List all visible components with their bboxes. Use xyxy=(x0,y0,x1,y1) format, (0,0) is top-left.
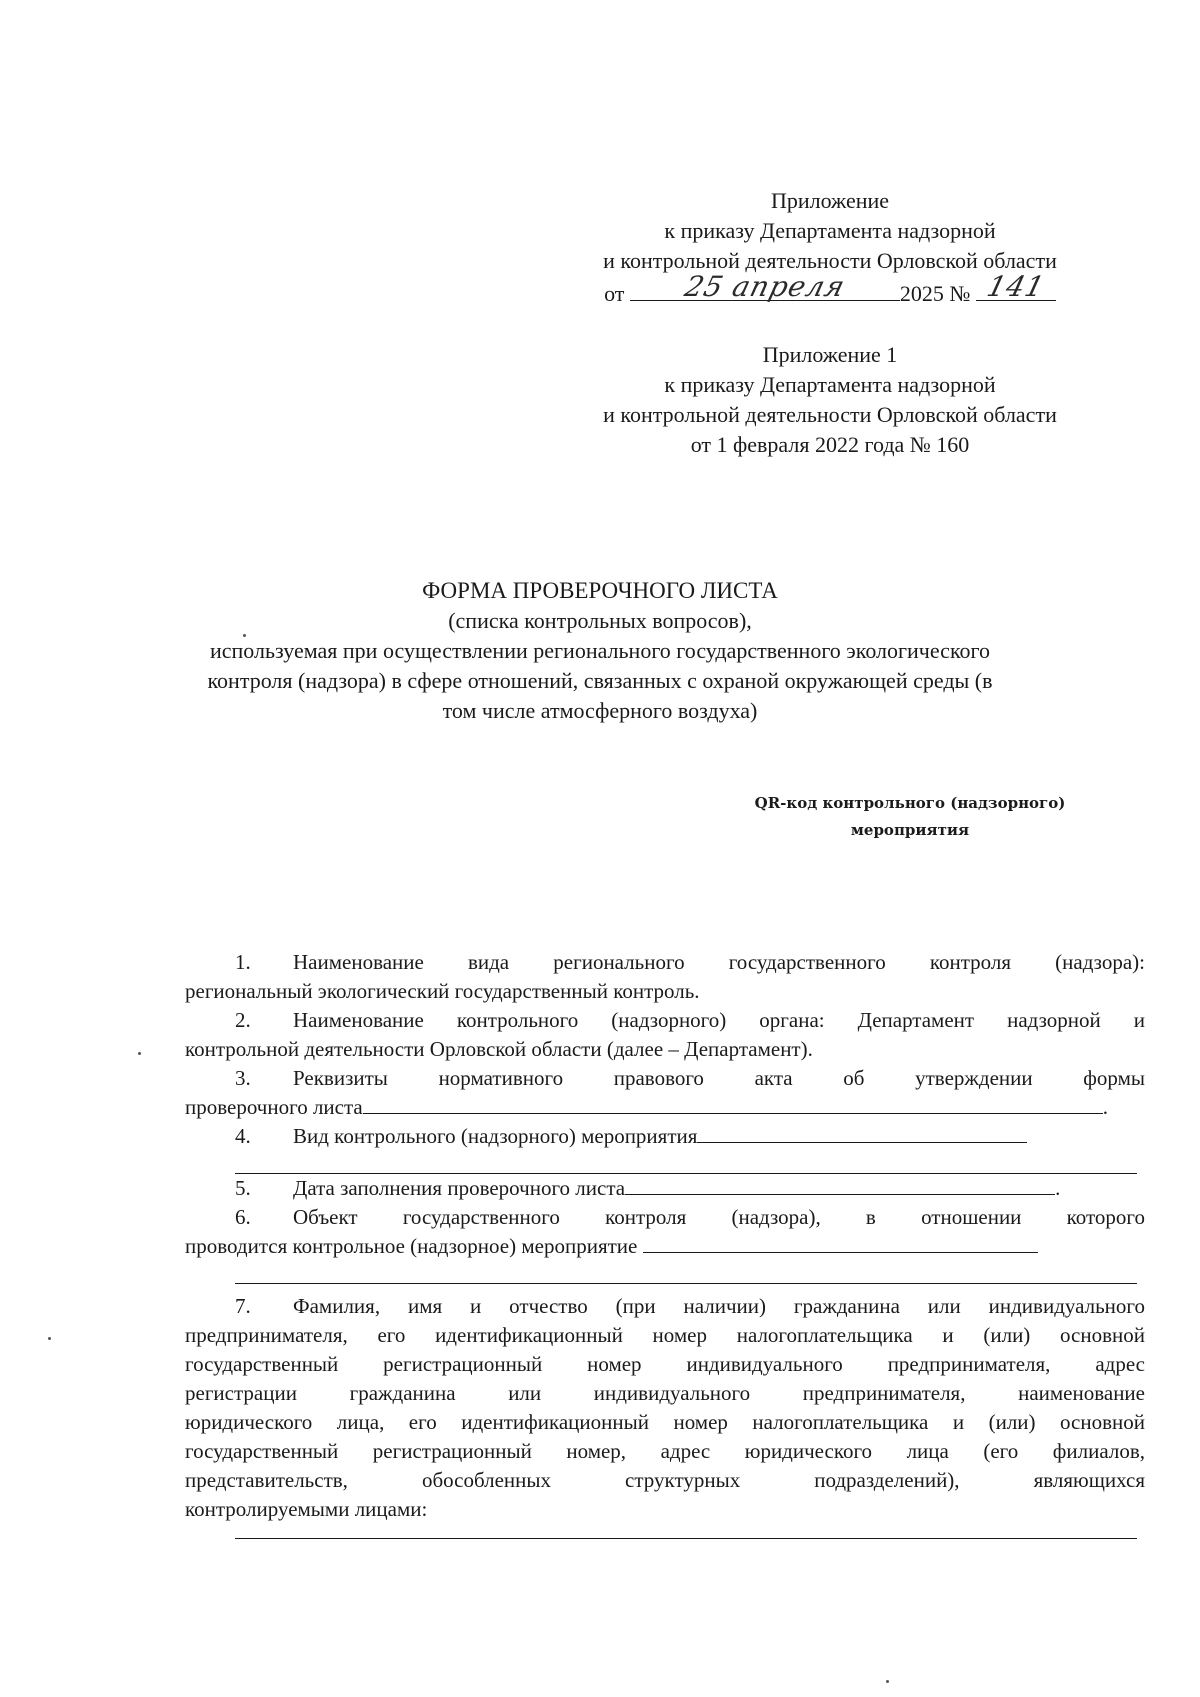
appendix-title: Приложение 1 xyxy=(762,342,898,367)
blank-line xyxy=(235,1524,1137,1539)
item-6-cont xyxy=(185,1232,1145,1261)
item-text: представительств, обособленных структурных подразделений), являющихся xyxy=(185,1468,1145,1492)
blank-line xyxy=(235,1261,1137,1284)
item-text: контрольной деятельности Орловской области (далее – Департамент). xyxy=(185,1037,813,1061)
item-4 xyxy=(185,1122,1145,1151)
item-number: 3. xyxy=(235,1066,251,1090)
appendix-title: Приложение xyxy=(770,188,890,213)
item-text: проводится контрольное (надзорное) мероприятие xyxy=(185,1234,638,1258)
item-text: контролируемыми лицами: xyxy=(185,1497,428,1521)
appendix-header xyxy=(545,186,1115,309)
form-title-heading: ФОРМА ПРОВЕРОЧНОГО ЛИСТА xyxy=(422,578,778,603)
qr-caption-line: QR-код контрольного (надзорного) xyxy=(754,794,1066,812)
appendix-line: к приказу Департамента надзорной xyxy=(664,372,996,397)
item-7-cont xyxy=(185,1379,1145,1408)
item-7-cont xyxy=(185,1437,1145,1466)
item-7 xyxy=(185,1292,1145,1321)
blank-line xyxy=(697,1124,1027,1143)
item-number: 4. xyxy=(235,1124,251,1148)
form-items xyxy=(185,948,1145,1539)
qr-caption-line: мероприятия xyxy=(850,821,970,839)
item-2-cont xyxy=(185,1035,1145,1064)
item-text: Наименование контрольного (надзорного) органа: Департамент надзорной и xyxy=(293,1008,1145,1032)
item-number: 7. xyxy=(235,1294,251,1318)
item-text: Реквизиты нормативного правового акта об утверждении формы xyxy=(293,1066,1145,1090)
order-date-line xyxy=(545,270,1115,309)
item-text: государственный регистрационный номер, адрес юридического лица (его филиалов, xyxy=(185,1439,1145,1463)
blank-line xyxy=(363,1095,1103,1114)
handwritten-number: 141 xyxy=(983,270,1049,303)
period: . xyxy=(1102,1095,1108,1119)
item-7-cont xyxy=(185,1466,1145,1495)
item-text: юридического лица, его идентификационный номер налогоплательщика и (или) основной xyxy=(185,1410,1145,1434)
item-text: регистрации гражданина или индивидуального предпринимателя, наименование xyxy=(185,1381,1145,1405)
form-title-line: используемая при осуществлении регионального государственного экологического xyxy=(210,638,990,663)
item-3-cont xyxy=(185,1093,1145,1122)
scan-speck xyxy=(138,1052,141,1055)
item-6 xyxy=(185,1203,1145,1232)
appendix-1-header xyxy=(545,340,1115,460)
form-title-line: контроля (надзора) в сфере отношений, связанных с охраной окружающей среды (в xyxy=(207,668,993,693)
item-number: 2. xyxy=(235,1008,251,1032)
blank-line xyxy=(235,1151,1137,1174)
item-text: Вид контрольного (надзорного) мероприятия xyxy=(293,1124,698,1148)
item-text: проверочного листа xyxy=(185,1095,363,1119)
scan-speck xyxy=(243,634,246,637)
item-7-cont xyxy=(185,1408,1145,1437)
period: . xyxy=(1055,1176,1061,1200)
item-text: Фамилия, имя и отчество (при наличии) гражданина или индивидуального xyxy=(293,1294,1145,1318)
appendix-line: и контрольной деятельности Орловской области xyxy=(603,248,1057,273)
year-label: 2025 № xyxy=(899,281,971,306)
item-1 xyxy=(185,948,1145,977)
item-1-cont xyxy=(185,977,1145,1006)
handwritten-date: 25 апреля xyxy=(681,270,849,303)
item-text: Наименование вида регионального государственного контроля (надзора): xyxy=(293,950,1145,974)
date-blank xyxy=(630,270,900,303)
form-title-line: том числе атмосферного воздуха) xyxy=(442,698,758,723)
appendix-line: к приказу Департамента надзорной xyxy=(664,218,996,243)
form-title xyxy=(150,576,1050,726)
form-title-line: (списка контрольных вопросов), xyxy=(448,608,752,633)
scan-speck xyxy=(48,1337,51,1340)
appendix-line: от 1 февраля 2022 года № 160 xyxy=(690,432,970,457)
qr-code-caption xyxy=(700,790,1120,844)
item-3 xyxy=(185,1064,1145,1093)
blank-line xyxy=(625,1176,1055,1195)
item-7-cont xyxy=(185,1350,1145,1379)
item-text: предпринимателя, его идентификационный номер налогоплательщика и (или) основной xyxy=(185,1323,1145,1347)
item-text: Объект государственного контроля (надзора), в отношении которого xyxy=(293,1205,1145,1229)
item-5 xyxy=(185,1174,1145,1203)
item-number: 6. xyxy=(235,1205,251,1229)
item-text: Дата заполнения проверочного листа xyxy=(293,1176,626,1200)
item-7-cont xyxy=(185,1495,1145,1524)
item-text: региональный экологический государственный контроль. xyxy=(185,979,700,1003)
item-number: 5. xyxy=(235,1176,251,1200)
number-blank xyxy=(976,270,1056,303)
item-number: 1. xyxy=(235,950,251,974)
appendix-line: и контрольной деятельности Орловской области xyxy=(603,402,1057,427)
item-text: государственный регистрационный номер индивидуального предпринимателя, адрес xyxy=(185,1352,1145,1376)
from-label: от xyxy=(604,281,625,306)
item-7-cont xyxy=(185,1321,1145,1350)
scan-speck xyxy=(886,1680,889,1683)
blank-line xyxy=(643,1234,1038,1253)
item-2 xyxy=(185,1006,1145,1035)
